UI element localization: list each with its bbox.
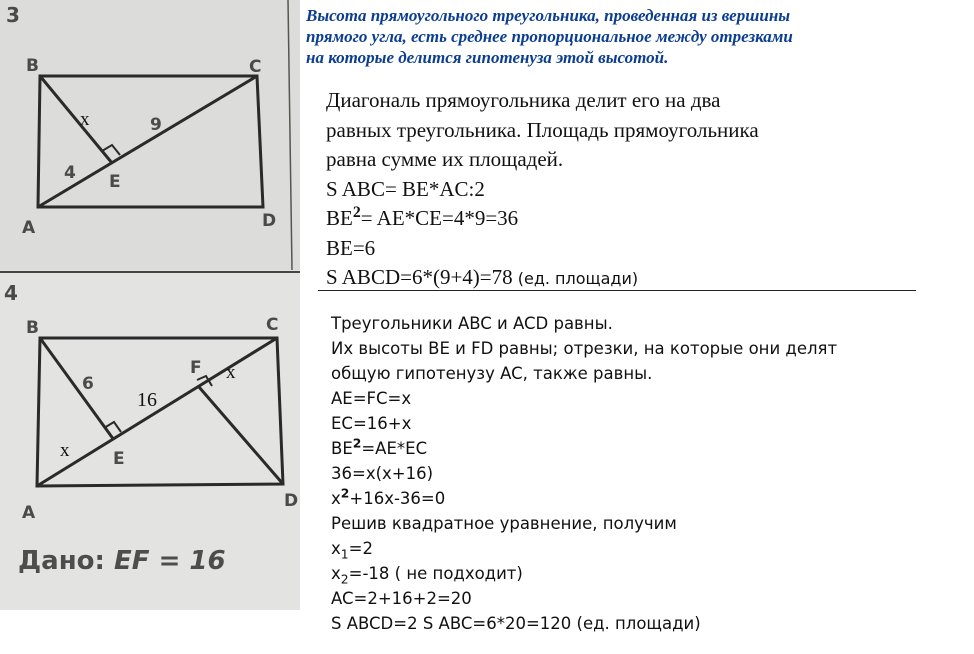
sol4-line-9: Решив квадратное уравнение, получим — [331, 514, 677, 533]
sol4-line-11-index: 2 — [340, 572, 349, 587]
point-c-4: C — [266, 315, 279, 335]
textbook-photo — [0, 0, 300, 610]
sol4-line-6-rest: =AE*EC — [361, 439, 428, 458]
sol4-line-1: Треугольники ABC и ACD равны. — [331, 314, 613, 333]
point-f-4: F — [190, 358, 202, 378]
solution-problem-3 — [326, 86, 759, 294]
sol4-line-4: AE=FC=x — [331, 389, 412, 408]
sol4-line-8-rest: +16x-36=0 — [349, 489, 446, 508]
theorem-line-1: Высота прямоугольного треугольника, проведенная из вершины — [306, 6, 791, 25]
problem3-panel — [0, 0, 300, 270]
sol4-line-11 — [331, 561, 837, 586]
label-9-3: 9 — [150, 115, 162, 135]
geometry-figures — [0, 0, 300, 610]
sol4-line-8 — [331, 486, 837, 511]
sol4-line-10-base: x — [331, 539, 341, 558]
sol3-line-5-base: BE — [326, 206, 353, 230]
given-expression: EF = 16 — [114, 546, 226, 576]
sol3-line-7 — [326, 263, 759, 294]
label-6-4: 6 — [82, 374, 94, 394]
sol4-line-11-rest: =-18 ( не подходит) — [348, 564, 523, 583]
point-d-3: D — [262, 211, 277, 231]
theorem-statement — [306, 5, 956, 68]
given-statement — [18, 546, 226, 576]
theorem-line-3: на которые делится гипотенуза этой высотой. — [306, 48, 669, 67]
section-divider — [318, 290, 916, 291]
sol4-line-8-base: x — [331, 489, 341, 508]
sol4-line-10-index: 1 — [340, 547, 349, 562]
sol3-line-5-rest: = AE*CE=4*9=36 — [360, 206, 519, 230]
sol4-line-10 — [331, 536, 837, 561]
sol3-line-2: равных треугольника. Площадь прямоугольника — [326, 117, 759, 142]
label-x-top-4: x — [226, 362, 236, 383]
sol3-line-1: Диагональ прямоугольника делит его на два — [326, 88, 721, 112]
label-x-left-4: x — [60, 440, 70, 461]
sol3-line-5 — [326, 204, 759, 234]
label-4-3: 4 — [64, 163, 76, 183]
point-b-4: B — [26, 318, 39, 338]
sol4-line-10-rest: =2 — [348, 539, 373, 558]
point-a-3: A — [22, 218, 36, 238]
given-prefix: Дано: — [18, 546, 105, 576]
sol3-line-7-unit: (ед. площади) — [512, 269, 639, 288]
sol3-line-3: равна сумме их площадей. — [326, 147, 564, 171]
sol4-line-7: 36=x(x+16) — [331, 464, 434, 483]
theorem-line-2: прямого угла, есть среднее пропорциональное между отрезками — [306, 27, 793, 46]
point-e-3: E — [109, 172, 121, 192]
sol3-line-6: BE=6 — [326, 235, 376, 260]
problem3-number: 3 — [6, 3, 20, 27]
point-b-3: B — [26, 56, 39, 76]
sol3-line-7-main: S ABCD=6*(9+4)=78 — [326, 265, 513, 289]
sol3-line-5-exponent: 2 — [352, 204, 361, 221]
point-c-3: C — [249, 57, 262, 77]
sol4-line-3: общую гипотенузу AC, также равны. — [331, 364, 653, 383]
sol4-line-2: Их высоты BE и FD равны; отрезки, на которые они делят — [331, 339, 838, 358]
sol4-line-6-exponent: 2 — [352, 436, 362, 451]
label-16-4: 16 — [137, 389, 157, 411]
sol4-line-12: AC=2+16+2=20 — [331, 589, 472, 608]
problem4-number: 4 — [4, 281, 18, 305]
sol4-line-6-base: BE — [331, 439, 353, 458]
point-e-4: E — [113, 449, 125, 469]
point-d-4: D — [284, 491, 299, 511]
sol4-line-6 — [331, 436, 837, 461]
label-x-3: x — [80, 109, 90, 130]
sol3-line-4: S ABC= BE*AC:2 — [326, 176, 485, 201]
sol4-line-11-base: x — [331, 564, 341, 583]
sol4-line-8-exponent: 2 — [340, 486, 350, 501]
sol4-line-5: EC=16+x — [331, 414, 412, 433]
point-a-4: A — [22, 503, 36, 523]
sol4-line-13: S ABCD=2 S ABC=6*20=120 (ед. площади) — [331, 614, 701, 633]
solution-problem-4 — [331, 311, 837, 636]
